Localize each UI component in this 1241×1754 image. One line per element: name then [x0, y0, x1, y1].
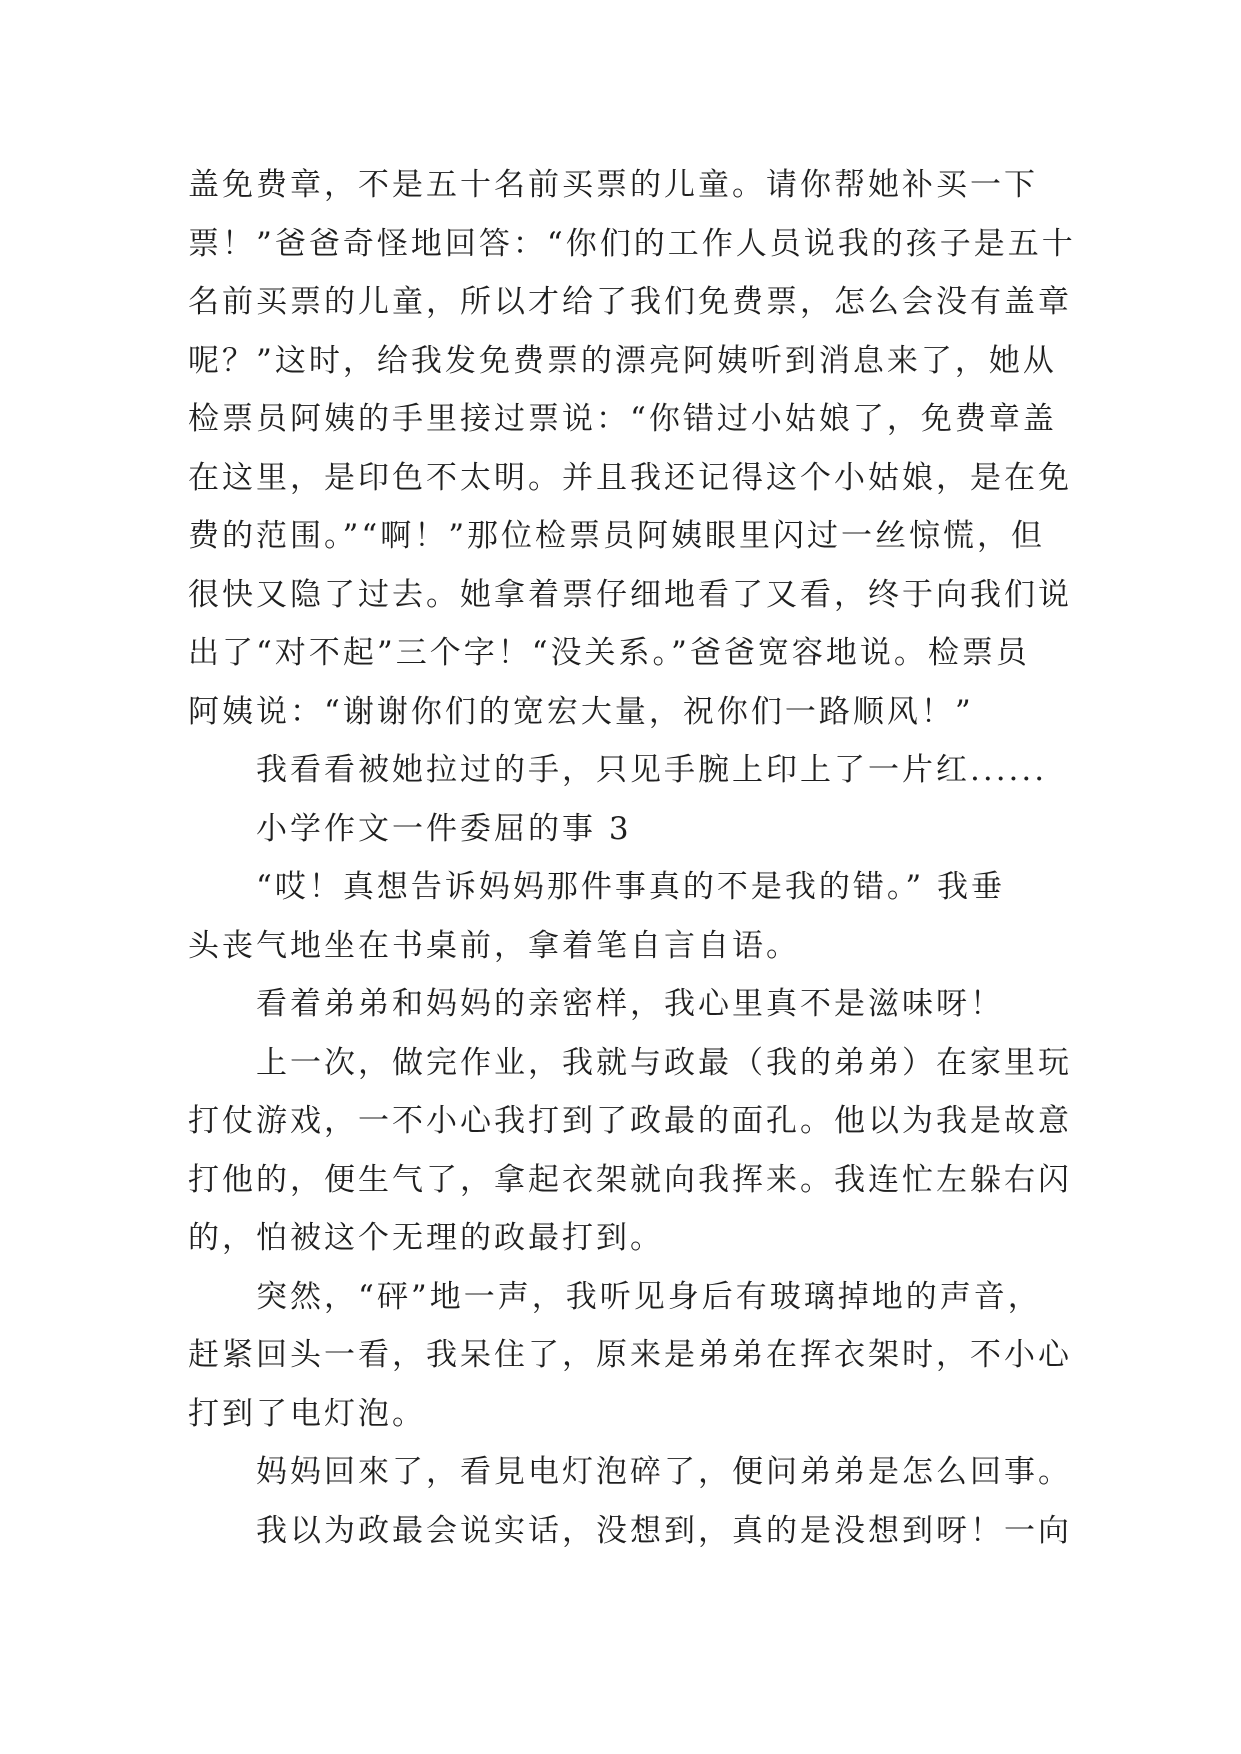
text-line: 突然，“砰”地一声，我听见身后有玻璃掉地的声音， [256, 1278, 1042, 1315]
text-line: 出了“对不起”三个字！“没关系。”爸爸宽容地说。检票员 [188, 635, 1030, 671]
text-line: 票！”爸爸奇怪地回答：“你们的工作人员说我的孩子是五十 [188, 225, 1076, 262]
text-line: 打仗游戏，一不小心我打到了政最的面孔。他以为我是故意 [188, 1103, 1072, 1139]
text-line: 上一次，做完作业，我就与政最（我的弟弟）在家里玩 [256, 1044, 1072, 1081]
text-line: “哎！真想告诉妈妈那件事真的不是我的错。” 我垂 [256, 869, 1006, 905]
text-line: 头丧气地坐在书桌前，拿着笔自言自语。 [188, 927, 800, 964]
text-line: 我看看被她拉过的手，只见手腕上印上了一片红...... [256, 752, 1048, 788]
text-line: 的，怕被这个无理的政最打到。 [188, 1220, 664, 1256]
text-line: 呢？”这时，给我发免费票的漂亮阿姨听到消息来了，她从 [188, 342, 1057, 379]
text-line: 名前买票的儿童，所以才给了我们免费票，怎么会没有盖章 [188, 284, 1072, 320]
text-line: 赶紧回头一看，我呆住了，原来是弟弟在挥衣架时，不小心 [188, 1337, 1072, 1373]
text-line: 打他的，便生气了，拿起衣架就向我挥来。我连忙左躲右闪 [188, 1161, 1072, 1198]
text-line: 打到了电灯泡。 [188, 1395, 426, 1432]
text-line: 费的范围。”“啊！”那位检票员阿姨眼里闪过一丝惊慌，但 [188, 518, 1046, 554]
text-line: 阿姨说：“谢谢你们的宽宏大量，祝你们一路顺风！” [188, 693, 974, 730]
text-line: 检票员阿姨的手里接过票说：“你错过小姑娘了，免费章盖 [188, 401, 1057, 437]
text-line: 在这里，是印色不太明。并且我还记得这个小姑娘，是在免 [188, 459, 1072, 496]
text-line: 看着弟弟和妈妈的亲密样，我心里真不是滋味呀！ [256, 986, 1004, 1022]
text-line: 小学作文一件委屈的事 3 [256, 810, 632, 847]
text-line: 妈妈回來了，看見电灯泡碎了，便问弟弟是怎么回事。 [256, 1454, 1072, 1490]
text-line: 我以为政最会说实话，没想到，真的是没想到呀！一向 [256, 1512, 1072, 1549]
text-line: 盖免费章，不是五十名前买票的儿童。请你帮她补买一下 [188, 167, 1038, 203]
document-body [188, 156, 1076, 1560]
text-line: 很快又隐了过去。她拿着票仔细地看了又看，终于向我们说 [188, 576, 1072, 613]
